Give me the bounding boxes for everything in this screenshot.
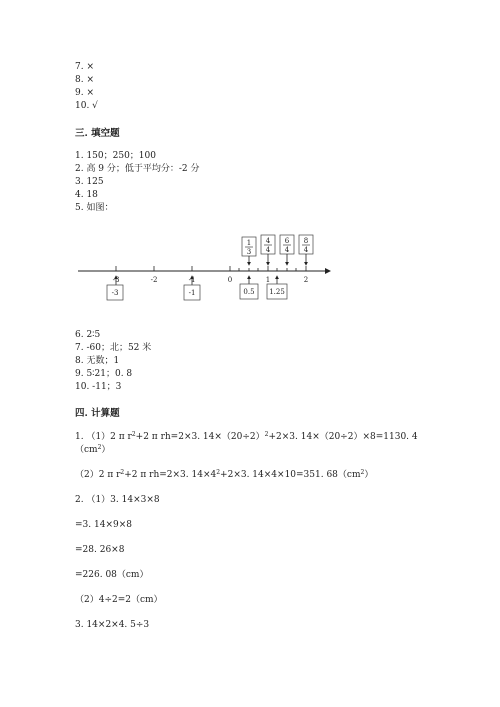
fill-answer-10: 10. -11；3 xyxy=(75,382,122,392)
fill-answer-9: 9. 5∶21；0. 8 xyxy=(75,369,133,379)
section-4-heading: 四. 计算题 xyxy=(75,408,120,419)
number-line-ticks xyxy=(116,266,306,271)
below-box-0-5 xyxy=(240,276,258,299)
fraction-8-4-den: 4 xyxy=(303,246,309,254)
calc-2-line-4: =226. 08（cm） xyxy=(75,570,149,580)
fill-answer-7: 7. -60；北；52 米 xyxy=(75,343,152,353)
answer-10: 10. √ xyxy=(75,101,98,111)
number-line-figure xyxy=(0,0,500,320)
fraction-box-6-4 xyxy=(280,235,294,265)
calc-2-line-3: =28. 26×8 xyxy=(75,545,125,555)
answer-7: 7. × xyxy=(75,62,94,72)
fraction-4-4-den: 4 xyxy=(265,246,271,254)
fill-answer-5: 5. 如图： xyxy=(75,203,114,213)
calc-1-part-1: 1. （1）2 π $r^2+2$ π rh=2×3. $14\times(20\div 2)^2+2\times 3$. 14×（20÷2）×8=1130. 4 xyxy=(75,431,418,442)
box-label-1-25: 1.25 xyxy=(269,288,285,296)
fraction-box-8-4 xyxy=(299,235,313,265)
fill-answer-2: 2. 高 9 分；低于平均分：-2 分 xyxy=(75,164,200,174)
fill-answer-3: 3. 125 xyxy=(75,177,104,187)
tick-label-neg3: -3 xyxy=(112,276,120,284)
calc-1-part-1-unit: $(cm^2)$ xyxy=(75,444,111,455)
calc-1-part-2: （2）2 π $r^2+2$ π rh=2×3. $14\times 4^2+2\times 3$. 14×4×10=351. $68(cm^2)$ xyxy=(75,469,374,480)
fill-answer-1: 1. 150；250；100 xyxy=(75,151,156,161)
tick-label-neg2: -2 xyxy=(150,276,158,284)
fill-answer-4: 4. 18 xyxy=(75,190,98,200)
box-label-neg1: -1 xyxy=(188,289,196,297)
fraction-1-3-num: 1 xyxy=(246,239,252,247)
fraction-box-4-4 xyxy=(261,235,275,265)
answer-8: 8. × xyxy=(75,75,94,85)
calc-2-line-5: （2）4÷2=2（cm） xyxy=(75,595,163,605)
section-3-heading: 三. 填空题 xyxy=(75,128,120,139)
box-label-0-5: 0.5 xyxy=(243,288,255,296)
fraction-box-1-3 xyxy=(242,237,256,265)
fill-answer-8: 8. 无数；1 xyxy=(75,356,120,366)
fraction-6-4-den: 4 xyxy=(284,246,290,254)
calc-2-line-1: 2. （1）3. 14×3×8 xyxy=(75,495,160,505)
tick-label-1: 1 xyxy=(265,276,271,284)
tick-label-2: 2 xyxy=(303,276,309,284)
fraction-6-4-num: 6 xyxy=(284,237,290,245)
answer-9: 9. × xyxy=(75,88,94,98)
tick-label-0: 0 xyxy=(227,276,233,284)
calc-3-line-1: 3. 14×2×4. 5÷3 xyxy=(75,620,150,630)
box-label-neg3: -3 xyxy=(111,289,119,297)
fraction-1-3-den: 3 xyxy=(246,248,252,256)
below-box-neg1 xyxy=(184,276,200,300)
fraction-4-4-num: 4 xyxy=(265,237,271,245)
fraction-8-4-num: 8 xyxy=(303,237,309,245)
fill-answer-6: 6. 2∶5 xyxy=(75,330,101,340)
calc-2-line-2: =3. 14×9×8 xyxy=(75,520,132,530)
tick-label-neg1: -1 xyxy=(188,276,196,284)
